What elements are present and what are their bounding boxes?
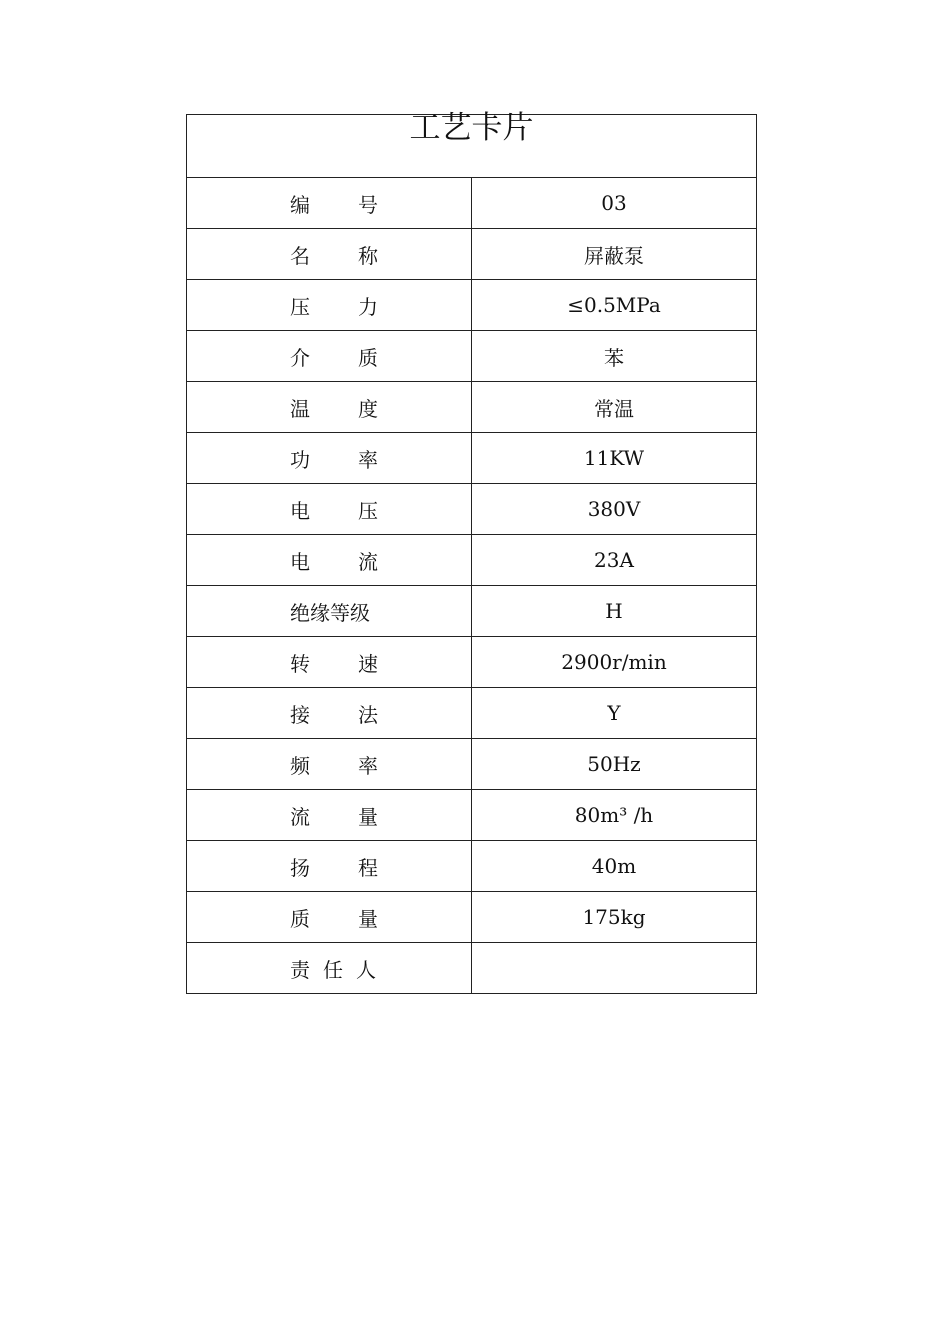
table-row bbox=[187, 586, 757, 637]
table-row bbox=[187, 943, 757, 994]
field-value-temperature: 常温 bbox=[472, 382, 757, 433]
field-label-speed: 转速 bbox=[290, 651, 378, 676]
field-value-voltage: 380V bbox=[472, 484, 757, 535]
table-row bbox=[187, 790, 757, 841]
table-row bbox=[187, 280, 757, 331]
field-label-frequency: 频率 bbox=[290, 753, 378, 778]
field-value-responsible-person bbox=[472, 943, 757, 994]
table-row bbox=[187, 637, 757, 688]
field-label-number: 编号 bbox=[290, 192, 378, 217]
field-value-insulation-class: H bbox=[472, 586, 757, 637]
field-label-responsible-person: 责任人 bbox=[290, 957, 389, 982]
table-row bbox=[187, 688, 757, 739]
field-value-head: 40m bbox=[472, 841, 757, 892]
field-value-frequency: 50Hz bbox=[472, 739, 757, 790]
table-row bbox=[187, 841, 757, 892]
field-value-current: 23A bbox=[472, 535, 757, 586]
field-label-insulation-class: 绝缘等级 bbox=[290, 600, 370, 625]
table-row bbox=[187, 229, 757, 280]
field-value-flow: 80m³ /h bbox=[472, 790, 757, 841]
field-label-head: 扬程 bbox=[290, 855, 378, 880]
field-label-mass: 质量 bbox=[290, 906, 378, 931]
title-row bbox=[187, 115, 757, 178]
table-row bbox=[187, 484, 757, 535]
field-label-flow: 流量 bbox=[290, 804, 378, 829]
field-label-connection: 接法 bbox=[290, 702, 378, 727]
table-row bbox=[187, 739, 757, 790]
table-row bbox=[187, 433, 757, 484]
table-row bbox=[187, 178, 757, 229]
field-value-connection: Y bbox=[472, 688, 757, 739]
table-row bbox=[187, 535, 757, 586]
field-value-pressure: ≤0.5MPa bbox=[472, 280, 757, 331]
field-label-medium: 介质 bbox=[290, 345, 378, 370]
field-value-name: 屏蔽泵 bbox=[472, 229, 757, 280]
field-label-name: 名称 bbox=[290, 243, 378, 268]
field-value-medium: 苯 bbox=[472, 331, 757, 382]
table-row bbox=[187, 892, 757, 943]
process-card-table bbox=[186, 110, 757, 994]
field-label-voltage: 电压 bbox=[290, 498, 378, 523]
field-label-power: 功率 bbox=[290, 447, 378, 472]
field-label-current: 电流 bbox=[290, 549, 378, 574]
field-value-power: 11KW bbox=[472, 433, 757, 484]
field-value-mass: 175kg bbox=[472, 892, 757, 943]
table-row bbox=[187, 331, 757, 382]
table-row bbox=[187, 382, 757, 433]
field-value-number: 03 bbox=[472, 178, 757, 229]
card-title: 工艺卡片 bbox=[187, 115, 757, 178]
field-label-temperature: 温度 bbox=[290, 396, 378, 421]
field-label-pressure: 压力 bbox=[290, 294, 378, 319]
field-value-speed: 2900r/min bbox=[472, 637, 757, 688]
